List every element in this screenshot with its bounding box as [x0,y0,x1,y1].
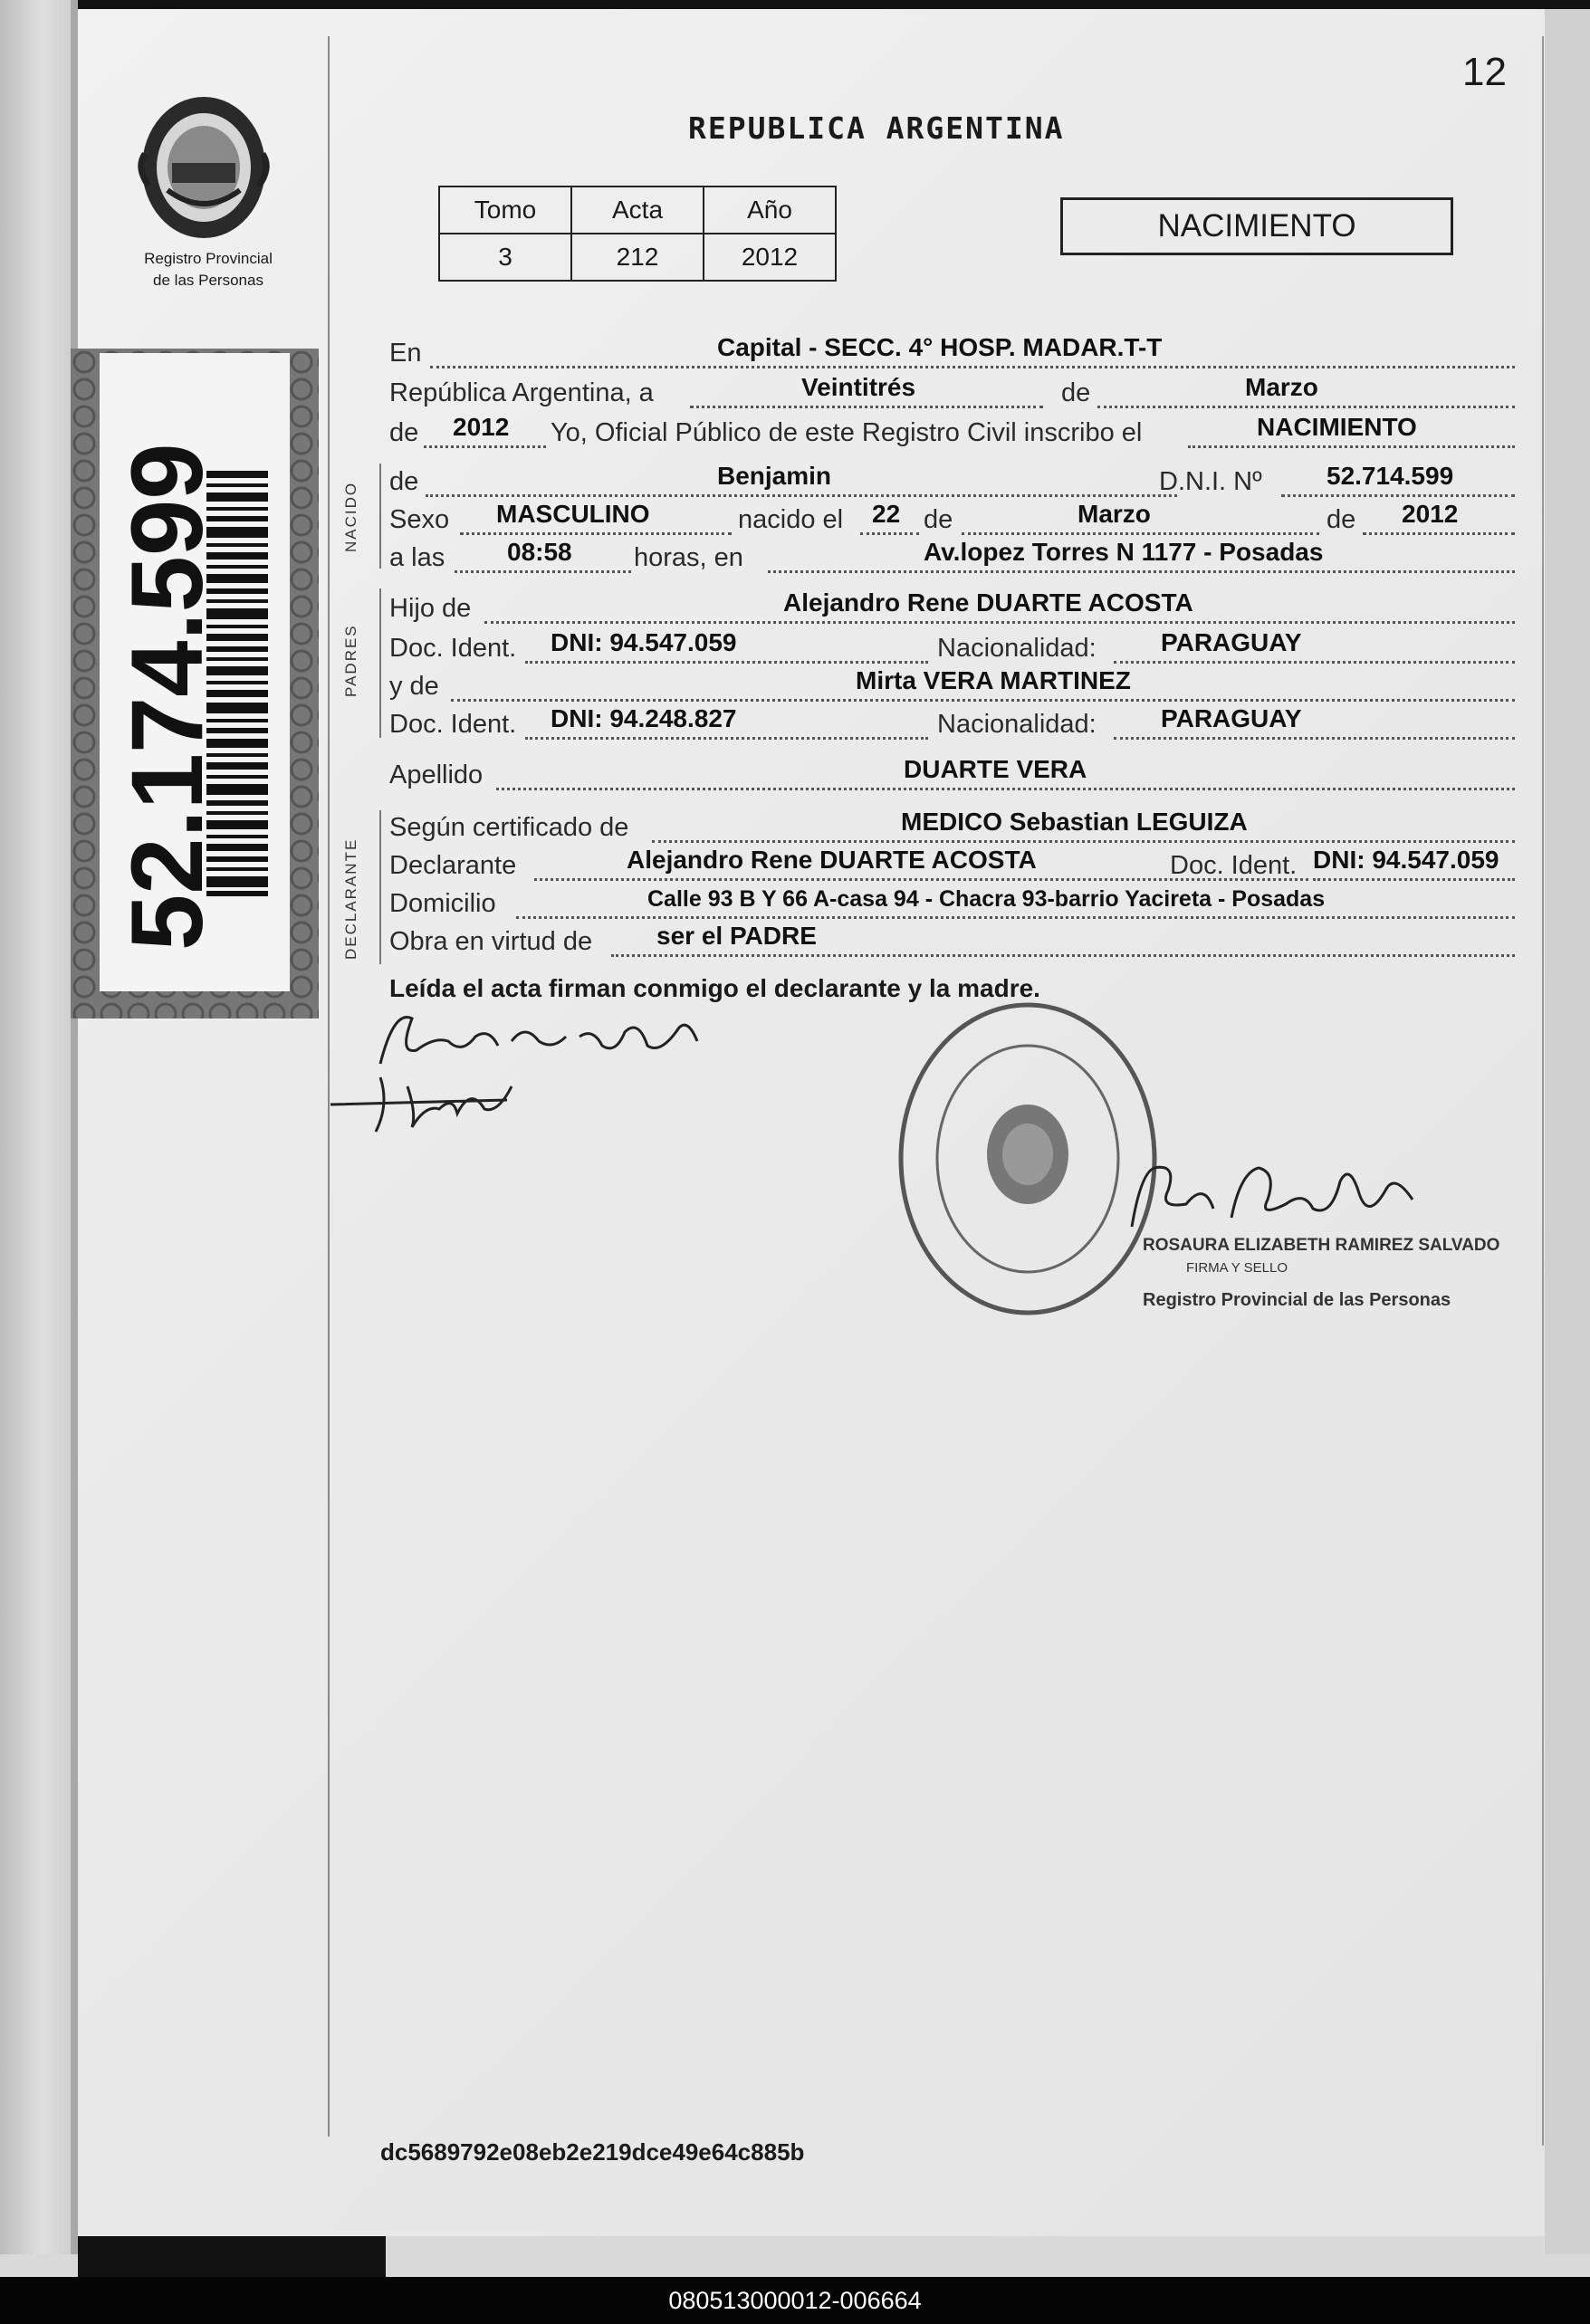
day-value: Veintitrés [801,373,916,401]
dotted-line [516,916,1515,919]
birthplace-value: Capital - SECC. 4° HOSP. MADAR.T-T [717,333,1163,361]
dotted-line [611,954,1515,957]
id-sticker-number: 52.174.599 [110,443,224,951]
field-label: En [389,339,422,368]
mother-name-value: Mirta VERA MARTINEZ [856,666,1131,694]
field-row-declarante [389,846,1515,887]
dotted-line [460,532,732,535]
dotted-line [1281,494,1515,497]
field-row-apellido [389,755,1515,797]
closing-statement: Leída el acta firman conmigo el declarante y la madre. [389,974,1040,1002]
dotted-line [496,788,1515,790]
book-spine-shadow [71,0,78,2254]
dotted-line [430,366,1515,368]
certificate-value: MEDICO Sebastian LEGUIZA [901,808,1248,836]
birth-time-value: 08:58 [507,538,572,566]
field-label: Nacionalidad: [937,710,1097,739]
record-table-header: Acta [571,186,704,234]
scan-id: 080513000012-006664 [668,2287,922,2314]
month-value: Marzo [1245,373,1318,401]
field-row-sexo [389,500,1515,541]
field-label: nacido el [738,505,844,534]
field-row-nombre [389,462,1515,503]
dotted-line [525,661,928,664]
year-value: 2012 [453,413,510,441]
page-right-edge [1545,9,1590,2254]
section-label-declarante: DECLARANTE [342,837,359,960]
field-text: Yo, Oficial Público de este Registro Civil inscribo el [551,418,1143,447]
father-name-value: Alejandro Rene DUARTE ACOSTA [783,588,1193,617]
field-label: República Argentina, a [389,378,654,407]
logo-caption: de las Personas [153,272,263,289]
section-label-nacido: NACIDO [342,481,359,552]
declarant-dni-value: DNI: 94.547.059 [1313,846,1499,874]
field-label: y de [389,672,439,701]
field-label: a las [389,543,445,572]
record-table [438,186,837,282]
dotted-line [525,737,928,740]
dotted-line [1188,445,1515,448]
dotted-line [1363,532,1515,535]
dotted-line [455,570,631,573]
capacity-value: ser el PADRE [656,922,817,950]
field-label: Apellido [389,760,484,789]
field-label: Doc. Ident. [389,634,517,663]
dotted-line [451,699,1515,702]
field-row-fecha [389,373,1515,415]
field-label: Domicilio [389,889,496,918]
field-row-obra [389,922,1515,963]
section-bar-nacido [379,464,381,569]
field-row-en [389,333,1515,375]
dotted-line [1313,878,1515,881]
field-label: D.N.I. Nº [1159,467,1262,496]
field-label: de [1061,378,1091,407]
dotted-line [1114,661,1515,664]
record-table-header: Año [704,186,836,234]
official-signature [1123,1154,1449,1245]
scan-bottom-shadow [78,2236,386,2277]
field-label: Doc. Ident. [1170,851,1298,880]
page-number: 12 [1462,50,1507,94]
section-bar-declarante [379,810,381,964]
record-table-cell: 212 [571,234,704,281]
record-type-box: NACIMIENTO [1060,197,1453,255]
mother-nationality-value: PARAGUAY [1161,704,1302,732]
dotted-line [652,840,1515,843]
field-label: Según certificado de [389,813,629,842]
field-label: Declarante [389,851,517,880]
book-spine-edge [0,0,71,2254]
section-bar-padres [379,588,381,738]
father-dni-value: DNI: 94.547.059 [551,628,737,656]
field-row-madre-doc [389,704,1515,746]
field-label: Hijo de [389,594,472,623]
record-table-header: Tomo [439,186,571,234]
first-name-value: Benjamin [717,462,832,490]
official-name: ROSAURA ELIZABETH RAMIREZ SALVADO [1143,1236,1500,1255]
field-row-inscripcion [389,413,1515,454]
dotted-line [484,621,1515,624]
field-row-madre [389,666,1515,708]
scan-top-edge [0,0,1590,9]
field-row-certificado [389,808,1515,849]
field-label: horas, en [634,543,743,572]
official-role: FIRMA Y SELLO [1186,1260,1288,1276]
field-label: Obra en virtud de [389,927,593,956]
birth-address-value: Av.lopez Torres N 1177 - Posadas [924,538,1324,566]
field-label: Doc. Ident. [389,710,517,739]
mother-dni-value: DNI: 94.248.827 [551,704,737,732]
dotted-line [426,494,1177,497]
birth-year-value: 2012 [1402,500,1459,528]
field-label: de [924,505,953,534]
logo-caption: Registro Provincial [144,250,273,267]
dotted-line [1114,737,1515,740]
dotted-line [860,532,919,535]
sex-value: MASCULINO [496,500,650,528]
right-margin-rule [1542,36,1544,2146]
field-row-padre-doc [389,628,1515,670]
dotted-line [690,406,1043,408]
dotted-line [1097,406,1515,408]
field-row-hora [389,538,1515,579]
field-label: de [389,467,419,496]
dotted-line [424,445,546,448]
declarant-value: Alejandro Rene DUARTE ACOSTA [627,846,1037,874]
official-office: Registro Provincial de las Personas [1143,1290,1451,1310]
birth-month-value: Marzo [1078,500,1151,528]
field-label: de [1327,505,1356,534]
provincial-seal-logo [136,91,272,244]
section-label-padres: PADRES [342,624,359,697]
mother-signature [326,1059,534,1141]
field-row-domicilio [389,886,1515,925]
surname-value: DUARTE VERA [904,755,1087,783]
record-table-cell: 2012 [704,234,836,281]
dotted-line [962,532,1319,535]
field-label: Sexo [389,505,450,534]
dotted-line [768,570,1515,573]
field-label: de [389,418,419,447]
document-hash: dc5689792e08eb2e219dce49e64c885b [380,2138,805,2166]
dni-value: 52.714.599 [1327,462,1454,490]
field-label: Nacionalidad: [937,634,1097,663]
record-table-cell: 3 [439,234,571,281]
father-nationality-value: PARAGUAY [1161,628,1302,656]
inscription-value: NACIMIENTO [1257,413,1417,441]
field-row-padre [389,588,1515,630]
address-value: Calle 93 B Y 66 A-casa 94 - Chacra 93-barrio Yacireta - Posadas [647,886,1326,912]
document-title: REPUBLICA ARGENTINA [688,110,1065,146]
birth-day-value: 22 [872,500,901,528]
